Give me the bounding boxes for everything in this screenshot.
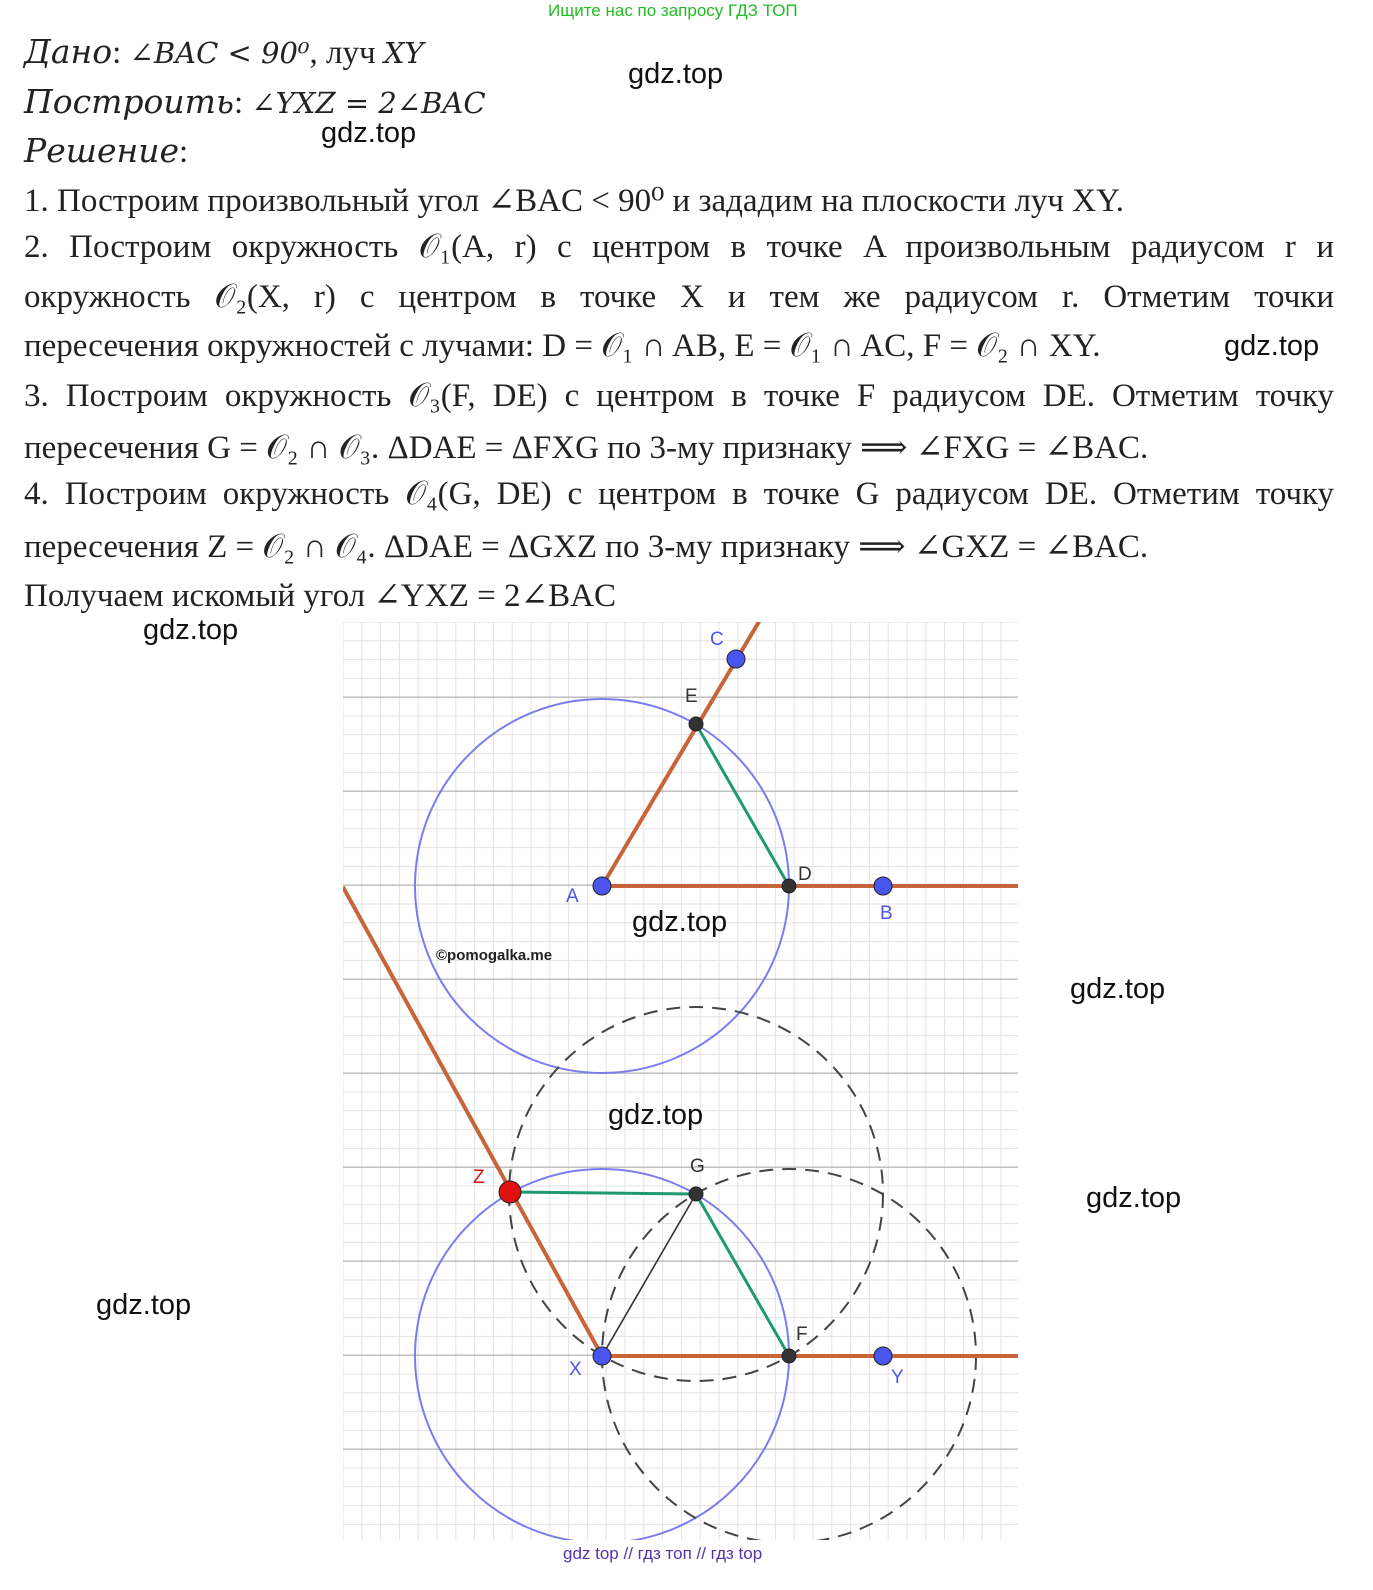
copyright-mark: ©pomogalka.me	[436, 947, 553, 964]
step-4-line-1: 4. Построим окружность 𝒪₄(G, DE) с центром в точке G радиусом DE. Отметим точку	[24, 476, 1335, 512]
watermark: gdz.top	[628, 58, 724, 90]
point-b	[874, 877, 892, 895]
point-f-label: F	[796, 1324, 808, 1345]
step-2-line-2: окружность 𝒪₂(X, r) с центром в точке X и тем же радиусом r. Отметим точки	[24, 279, 1334, 315]
point-y	[874, 1347, 892, 1365]
point-b-label: B	[880, 903, 893, 924]
given-condition: ∠BAC < 90⁰	[129, 36, 310, 70]
point-e	[689, 717, 703, 731]
watermark: gdz.top	[632, 906, 728, 938]
given-label: Дано	[24, 32, 113, 71]
point-a-label: A	[566, 886, 579, 907]
watermark: gdz.top	[1070, 973, 1166, 1005]
point-g	[689, 1187, 703, 1201]
solution-label: Решение	[24, 131, 180, 170]
footer-links[interactable]: gdz top // гдз топ // гдз top	[563, 1544, 763, 1563]
point-a	[593, 877, 611, 895]
watermark: gdz.top	[96, 1289, 192, 1321]
step-2-line-1: 2. Построим окружность 𝒪₁(A, r) с центром в точке A произвольным радиусом r и	[24, 229, 1334, 265]
construct-target: ∠YXZ = 2∠BAC	[251, 86, 486, 120]
point-d-label: D	[798, 864, 812, 885]
watermark: gdz.top	[1224, 330, 1320, 362]
grid	[343, 622, 1018, 1540]
step-2-line-3: пересечения окружностей с лучами: D = 𝒪₁ ∩ AB, E = 𝒪₁ ∩ AC, F = 𝒪₂ ∩ XY.	[24, 328, 1101, 364]
given-ray-word: , луч	[309, 35, 384, 71]
given-ray: XY	[383, 36, 424, 70]
solution-line: Решение:	[24, 131, 189, 170]
point-e-label: E	[685, 686, 698, 707]
segment-zg	[510, 1192, 696, 1194]
step-3-line-1: 3. Построим окружность 𝒪₃(F, DE) с центром в точке F радиусом DE. Отметим точку	[24, 378, 1334, 414]
point-z-label: Z	[473, 1167, 485, 1188]
point-f	[782, 1349, 796, 1363]
step-3-line-2: пересечения G = 𝒪₂ ∩ 𝒪₃. ΔDAE = ΔFXG по 3-му признаку ⟹ ∠FXG = ∠BAC.	[24, 430, 1149, 466]
point-d	[782, 879, 796, 893]
watermark: gdz.top	[1086, 1182, 1182, 1214]
point-z	[499, 1181, 521, 1203]
point-x	[593, 1347, 611, 1365]
step-1: 1. Построим произвольный угол ∠BAC < 90⁰ и зададим на плоскости луч XY.	[24, 183, 1124, 219]
top-banner[interactable]: Ищите нас по запросу ГДЗ ТОП	[548, 1, 798, 20]
watermark: gdz.top	[143, 614, 239, 646]
point-g-label: G	[690, 1156, 705, 1177]
step-4-line-2: пересечения Z = 𝒪₂ ∩ 𝒪₄. ΔDAE = ΔGXZ по 3-му признаку ⟹ ∠GXZ = ∠BAC.	[24, 529, 1149, 565]
point-c	[727, 650, 745, 668]
conclusion-line: Получаем искомый угол ∠YXZ = 2∠BAC	[24, 578, 616, 614]
point-y-label: Y	[891, 1367, 904, 1388]
construct-line: Построить: ∠YXZ = 2∠BAC	[24, 82, 486, 121]
construct-label: Построить	[24, 82, 234, 121]
watermark: gdz.top	[321, 117, 417, 149]
watermark: gdz.top	[608, 1099, 704, 1131]
point-x-label: X	[569, 1359, 582, 1380]
given-line: Дано: ∠BAC < 90⁰, луч XY	[24, 32, 424, 71]
point-c-label: C	[710, 629, 724, 650]
